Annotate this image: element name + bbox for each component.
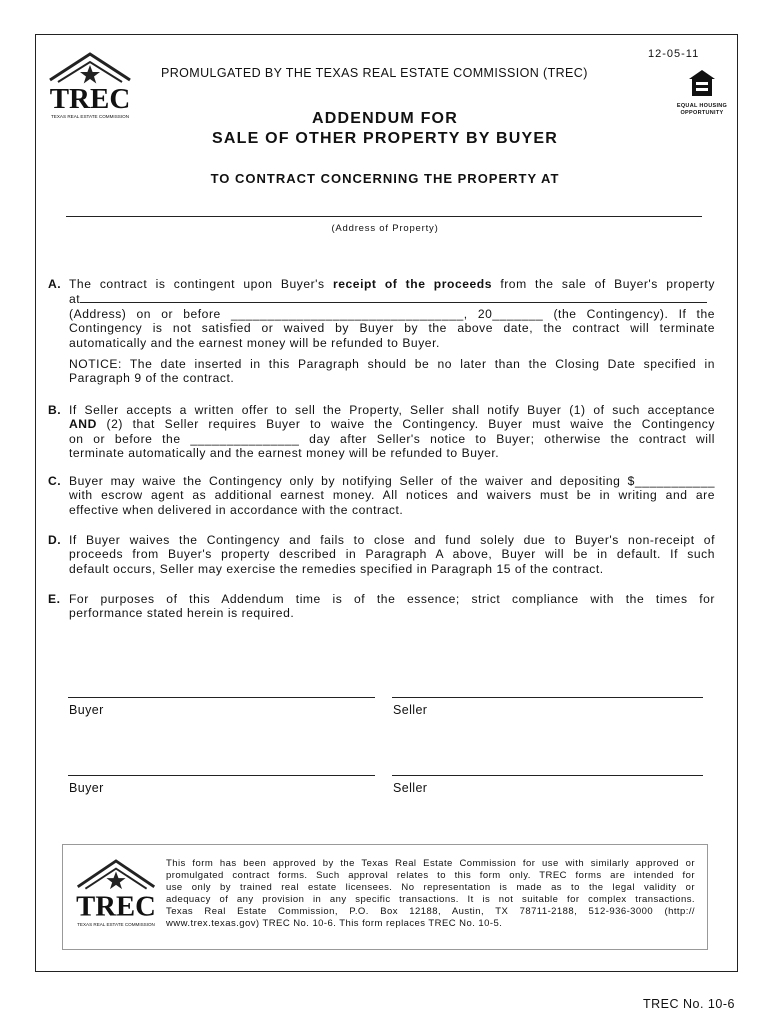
- disclaimer-line5: Texas Real Estate Commission, P.O. Box 12188, Austin, TX 78711-2188, 512-936-3000 (http://: [166, 906, 695, 918]
- disclaimer-line1: This form has been approved by the Texas Real Estate Commission for use with similarly approved or: [166, 858, 695, 869]
- seller-label-1: Seller: [393, 703, 428, 717]
- para-b-line2: AND (2) that Seller requires Buyer to waive the Contingency. Buyer must waive the Contingency: [69, 417, 715, 432]
- form-number: TREC No. 10-6: [643, 997, 735, 1011]
- seller-signature-line-2[interactable]: [392, 775, 703, 776]
- svg-text:TREC: TREC: [49, 83, 131, 115]
- disclaimer-line4: adequacy of any provision in any specific transactions. It is not suitable for complex transactions.: [166, 894, 695, 906]
- disclaimer-line6: www.trex.texas.gov) TREC No. 10-6. This form replaces TREC No. 10-5.: [166, 918, 503, 930]
- para-c-line1[interactable]: Buyer may waive the Contingency only by notifying Seller of the waiver and depositing $___________: [69, 474, 715, 488]
- equal-housing-icon: [687, 68, 717, 98]
- paragraph-d: [69, 533, 715, 576]
- paragraph-e: [69, 592, 715, 621]
- svg-text:TEXAS REAL ESTATE COMMISSION: TEXAS REAL ESTATE COMMISSION: [77, 922, 155, 927]
- paragraph-b: [69, 403, 715, 461]
- para-d-line3: default occurs, Seller may exercise the remedies specified in Paragraph 15 of the contract.: [69, 561, 604, 576]
- para-c-line3: effective when delivered in accordance with the contract.: [69, 502, 404, 517]
- para-d-line2: proceeds from Buyer's property described in Paragraph A above, Buyer will be in default. If such: [69, 547, 715, 562]
- para-a-line5: automatically and the earnest money will be refunded to Buyer.: [69, 335, 440, 350]
- para-a-line3[interactable]: (Address) on or before ________________________________, 20_______ (the Contingency). If the: [69, 306, 715, 321]
- disclaimer-line2: promulgated contract forms. Such approval relates to this form only. TREC forms are intended for: [166, 870, 695, 882]
- eho-line2: OPPORTUNITY: [680, 110, 724, 116]
- para-c-letter: C.: [48, 474, 62, 488]
- svg-text:TREC: TREC: [76, 890, 156, 923]
- paragraph-c: [69, 474, 715, 517]
- promulgated-line: PROMULGATED BY THE TEXAS REAL ESTATE COMMISSION (TREC): [161, 66, 588, 80]
- title-line1: ADDENDUM FOR: [312, 110, 458, 127]
- sale-property-address-field[interactable]: [80, 291, 707, 303]
- para-e-line1: For purposes of this Addendum time is of the essence; strict compliance with the times for: [69, 592, 715, 606]
- para-b-letter: B.: [48, 403, 62, 417]
- subtitle: TO CONTRACT CONCERNING THE PROPERTY AT: [210, 171, 560, 186]
- para-e-letter: E.: [48, 592, 61, 606]
- buyer-label-2: Buyer: [69, 781, 104, 795]
- title-line2: SALE OF OTHER PROPERTY BY BUYER: [212, 130, 558, 147]
- seller-label-2: Seller: [393, 781, 428, 795]
- para-c-line2: with escrow agent as additional earnest money. All notices and waivers must be in writing and are: [69, 488, 715, 503]
- buyer-label-1: Buyer: [69, 703, 104, 717]
- para-a-line1: The contract is contingent upon Buyer's receipt of the proceeds from the sale of Buyer's property: [69, 277, 715, 291]
- para-d-letter: D.: [48, 533, 62, 547]
- para-a-line2: at: [69, 291, 715, 306]
- para-d-line1: If Buyer waives the Contingency and fails to close and fund solely due to Buyer's non-receipt of: [69, 533, 715, 547]
- address-label: (Address of Property): [331, 223, 439, 234]
- para-a-line4: Contingency is not satisfied or waived by Buyer by the above date, the contract will terminate: [69, 321, 715, 336]
- disclaimer-line3: use only by trained real estate licensees. No representation is made as to the legal validity or: [166, 882, 695, 894]
- para-b-line4: terminate automatically and the earnest money will be refunded to Buyer.: [69, 446, 500, 461]
- seller-signature-line-1[interactable]: [392, 697, 703, 698]
- form-date: 12-05-11: [648, 48, 700, 60]
- trec-logo-small: [72, 856, 160, 935]
- paragraph-a: [69, 277, 715, 386]
- notice-line2: Paragraph 9 of the contract.: [69, 371, 235, 386]
- para-b-line3[interactable]: on or before the _______________ day after Seller's notice to Buyer; otherwise the contract will: [69, 431, 715, 446]
- notice-line1: NOTICE: The date inserted in this Paragraph should be no later than the Closing Date specified in: [69, 357, 715, 372]
- disclaimer-text: [166, 858, 695, 931]
- para-e-line2: performance stated herein is required.: [69, 606, 295, 621]
- para-a-letter: A.: [48, 277, 62, 291]
- svg-text:TEXAS REAL ESTATE COMMISSION: TEXAS REAL ESTATE COMMISSION: [50, 114, 130, 119]
- property-address-field[interactable]: [66, 216, 702, 217]
- para-b-line1: If Seller accepts a written offer to sell the Property, Seller shall notify Buyer (1) of such acceptance: [69, 403, 715, 417]
- buyer-signature-line-2[interactable]: [68, 775, 375, 776]
- buyer-signature-line-1[interactable]: [68, 697, 375, 698]
- eho-line1: EQUAL HOUSING: [676, 103, 728, 109]
